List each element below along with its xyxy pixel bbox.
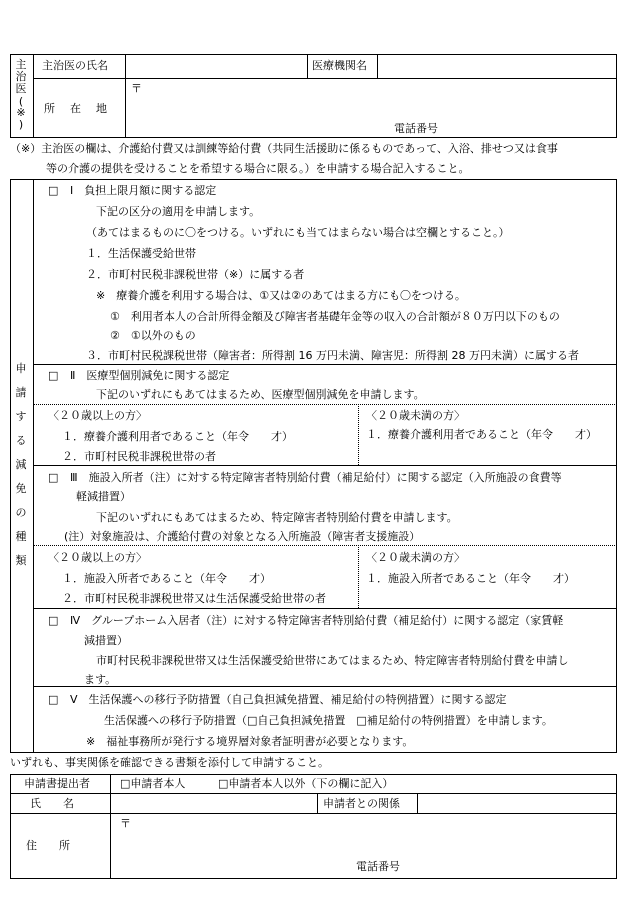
- section2-left-heading: 〈２０歳以上の方〉: [48, 409, 147, 422]
- section4-line: 市町村民税非課税世帯又は生活保護受給世帯にあてはまるため、特定障害者特別給付費を申請し: [96, 654, 569, 667]
- section1-title: Ⅰ 負担上限月額に関する認定: [70, 184, 217, 197]
- doctor-phone-label: 電話番号: [394, 122, 438, 135]
- submitter-address-label: 住 所: [26, 839, 70, 852]
- side-char: 治: [15, 70, 27, 83]
- section3-title-cont: 軽減措置）: [76, 490, 131, 503]
- side-char: る: [15, 434, 27, 447]
- section3-right-item: １．施設入所者であること（年令 才）: [366, 572, 575, 585]
- side-char: (: [18, 95, 24, 108]
- section2-right-heading: 〈２０歳未満の方〉: [366, 409, 465, 422]
- section1-line: （あてはまるものに〇をつける。いずれにも当てはまらない場合は空欄とすること。）: [86, 226, 510, 239]
- section3-checkbox[interactable]: □: [48, 471, 59, 484]
- doctor-address-label: 所 在 地: [44, 102, 109, 115]
- side-char: ): [18, 118, 24, 131]
- side-char: 減: [15, 458, 27, 471]
- submitter-self-option[interactable]: □申請者本人: [120, 777, 186, 790]
- section4-title-cont: 減措置）: [84, 634, 128, 647]
- section2-left-item: １．療養介護利用者であること（年令 才）: [62, 430, 293, 443]
- section4-title: Ⅳ グループホーム入居者（注）に対する特定障害者特別給付費（補足給付）に関する認定（家賃軽: [70, 614, 564, 627]
- side-char: 免: [15, 482, 27, 495]
- doctor-name-label: 主治医の氏名: [42, 59, 108, 72]
- section5-note: ※ 福祉事務所が発行する境界層対象者証明書が必要となります。: [86, 735, 414, 748]
- section1-option: ２．市町村民税非課税世帯（※）に属する者: [86, 268, 305, 281]
- section4-line: ます。: [84, 673, 117, 686]
- section1-option: ３．市町村民税課税世帯（障害者：所得割 16 万円未満、障害児：所得割 28 万円未満）に属する者: [86, 349, 579, 362]
- section1-sub-option: ① 利用者本人の合計所得金額及び障害者基礎年金等の収入の合計額が８０万円以下のもの: [110, 310, 560, 323]
- section1-option: １．生活保護受給世帯: [86, 247, 196, 260]
- section2-line: 下記のいずれにもあてはまるため、医療型個別減免を申請します。: [96, 388, 425, 401]
- side-char: 請: [15, 386, 27, 399]
- section5-title: Ⅴ 生活保護への移行予防措置（自己負担減免措置、補足給付の特例措置）に関する認定: [70, 693, 507, 706]
- section3-line: 下記のいずれにもあてはまるため、特定障害者特別給付費を申請します。: [96, 511, 458, 524]
- submitter-other-option[interactable]: □申請者本人以外（下の欄に記入）: [218, 777, 394, 790]
- section2-checkbox[interactable]: □: [48, 369, 59, 382]
- institution-label: 医療機関名: [312, 59, 367, 72]
- relation-field[interactable]: [419, 795, 615, 812]
- side-char: 医: [15, 82, 27, 95]
- side-char: 類: [15, 554, 27, 567]
- section3-left-heading: 〈２０歳以上の方〉: [48, 551, 147, 564]
- section3-right-heading: 〈２０歳未満の方〉: [366, 551, 465, 564]
- section3-left-item: １．施設入所者であること（年令 才）: [62, 572, 271, 585]
- side-char: す: [15, 410, 27, 423]
- relation-label: 申請者との関係: [323, 797, 400, 810]
- section1-checkbox[interactable]: □: [48, 184, 59, 197]
- doctor-note-line2: 等の介護の提供を受けることを希望する場合に限る。）を申請する場合記入すること。: [46, 162, 470, 175]
- submitter-phone-label: 電話番号: [356, 860, 400, 873]
- section3-left-item: ２．市町村民税非課税世帯又は生活保護受給世帯の者: [62, 592, 326, 605]
- section3-title: Ⅲ 施設入所者（注）に対する特定障害者特別給付費（補足給付）に関する認定（入所施設の食費等: [70, 471, 562, 484]
- submitter-name-field[interactable]: [112, 795, 316, 812]
- side-char: ※: [16, 106, 26, 119]
- section2-title: Ⅱ 医療型個別減免に関する認定: [70, 369, 230, 382]
- postal-mark: 〒: [131, 82, 142, 95]
- postal-mark: 〒: [120, 817, 131, 830]
- section1-note: ※ 療養介護を利用する場合は、①又は②のあてはまる方にも〇をつける。: [96, 289, 466, 302]
- section1-sub-option: ② ①以外のもの: [110, 329, 196, 342]
- section3-note: (注）対象施設は、介護給付費の対象となる入所施設（障害者支援施設）: [64, 530, 421, 543]
- section5-line: 生活保護への移行予防措置（□自己負担減免措置 □補足給付の特例措置）を申請します。: [104, 714, 553, 727]
- side-char: の: [15, 506, 27, 519]
- side-char: 申: [15, 362, 27, 375]
- submitter-label: 申請書提出者: [24, 777, 90, 790]
- section1-line: 下記の区分の適用を申請します。: [96, 205, 261, 218]
- evidence-note: いずれも、事実関係を確認できる書類を添付して申請すること。: [10, 756, 329, 769]
- side-char: 主: [15, 58, 27, 71]
- section5-checkbox[interactable]: □: [48, 693, 59, 706]
- side-char: 種: [15, 530, 27, 543]
- section2-left-item: ２．市町村民税非課税世帯の者: [62, 450, 216, 463]
- doctor-note-line1: （※）主治医の欄は、介護給付費又は訓練等給付費（共同生活援助に係るものであって、入浴、排せつ又は食事: [10, 142, 558, 155]
- submitter-name-label: 氏 名: [30, 797, 74, 810]
- section4-checkbox[interactable]: □: [48, 614, 59, 627]
- section2-right-item: １．療養介護利用者であること（年令 才）: [366, 428, 597, 441]
